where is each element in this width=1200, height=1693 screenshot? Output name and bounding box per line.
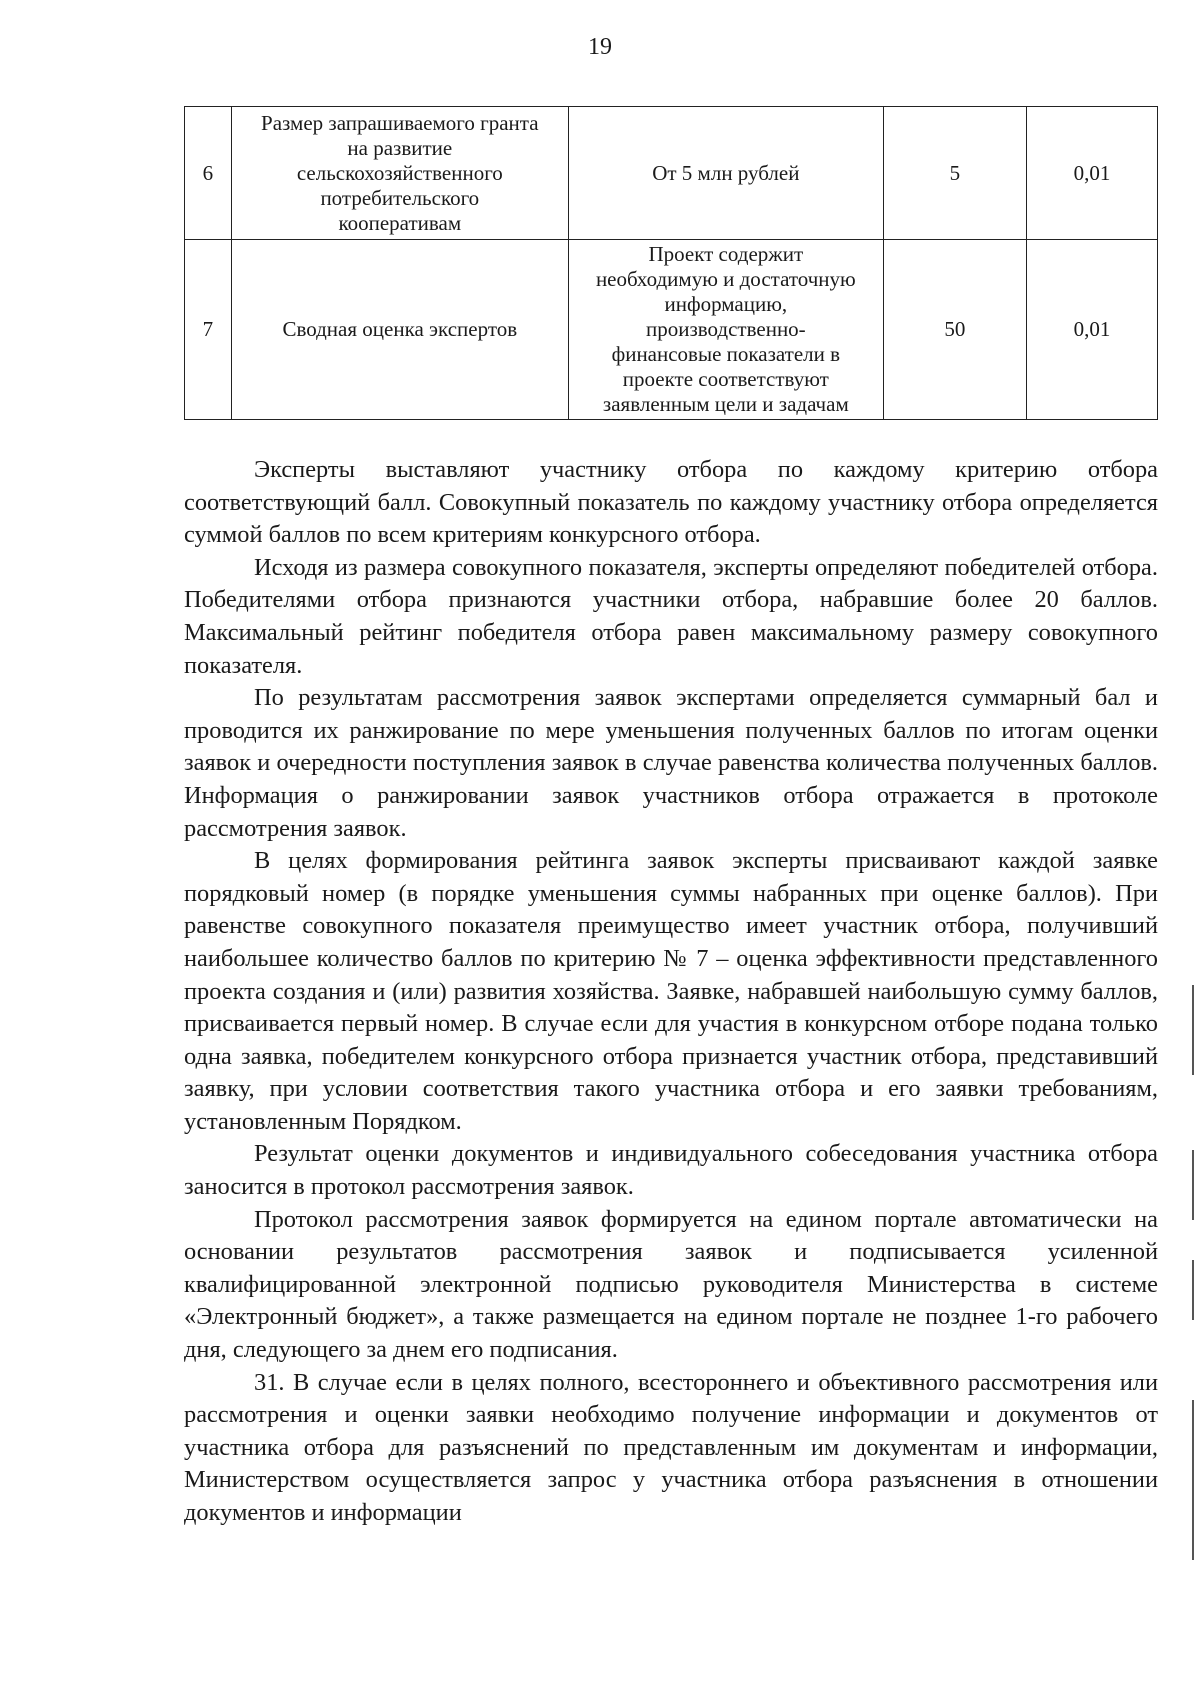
value-line: Проект содержит [648, 242, 804, 266]
scan-edge-mark [1192, 1150, 1194, 1220]
paragraph: Протокол рассмотрения заявок формируется на едином портале автоматически на основании результатов рассмотрения заявок и подписывается усиленной квалифицированной электронной подписью руководителя Министерства в системе «Электронный бюджет», а также размещается на едином портале не позднее 1-го рабочего дня, следующего за днем его подписания. [184, 1205, 1158, 1364]
paragraph: Исходя из размера совокупного показателя, эксперты определяют победителей отбора. Победителями отбора признаются участники отбора, набравшие более 20 баллов. Максимальный рейтинг победителя отбора равен максимальному размеру совокупного показателя. [184, 553, 1158, 679]
document-body [184, 454, 1158, 1530]
row-number: 7 [185, 240, 232, 420]
value-line: От 5 млн рублей [652, 160, 800, 185]
paragraph: Эксперты выставляют участнику отбора по каждому критерию отбора соответствующий балл. Совокупный показатель по каждому участнику отбора определяется суммой баллов по всем критериям конкурсного отбора. [184, 456, 1158, 549]
weight-cell: 0,01 [1026, 240, 1157, 420]
criteria-table [184, 106, 1158, 420]
score-cell: 5 [883, 107, 1026, 240]
table-row [185, 107, 1158, 240]
criterion-line: сельскохозяйственного [296, 160, 503, 185]
value-line: информацию, [664, 292, 788, 316]
criterion-cell [231, 107, 568, 240]
criterion-line: кооперативам [338, 210, 462, 235]
scan-edge-mark [1192, 1400, 1194, 1560]
paragraph: 31. В случае если в целях полного, всестороннего и объективного рассмотрения или рассмотрения и оценки заявки необходимо получение информации и документов от участника отбора для разъяснений по представленным им документам и информации, Министерством осуществляется запрос у участника отбора разъяснения в отношении документов и информации [184, 1368, 1158, 1526]
paragraph: По результатам рассмотрения заявок экспертами определяется суммарный бал и проводится их ранжирование по мере уменьшения полученных баллов по итогам оценки заявок и очередности поступления заявок в случае равенства количества полученных баллов. Информация о ранжировании заявок участников отбора отражается в протоколе рассмотрения заявок. [184, 684, 1158, 842]
criterion-line: потребительского [320, 185, 480, 210]
value-cell [568, 240, 883, 420]
value-line: производственно- [645, 317, 806, 341]
value-line: заявленным цели и задачам [602, 392, 849, 416]
value-line: финансовые показатели в [611, 342, 841, 366]
scan-edge-mark [1192, 985, 1194, 1075]
page-number: 19 [588, 34, 612, 60]
row-number: 6 [185, 107, 232, 240]
weight-cell: 0,01 [1026, 107, 1157, 240]
criterion-line: Сводная оценка экспертов [282, 317, 518, 341]
criterion-cell [231, 240, 568, 420]
criterion-line: Размер запрашиваемого гранта [261, 110, 539, 135]
value-line: необходимую и достаточную [595, 267, 856, 291]
value-line: проекте соответствуют [622, 367, 829, 391]
criterion-line: на развитие [347, 135, 453, 160]
score-cell: 50 [883, 240, 1026, 420]
value-cell [568, 107, 883, 240]
paragraph: В целях формирования рейтинга заявок эксперты присваивают каждой заявке порядковый номер (в порядке уменьшения суммы набранных при оценке баллов). При равенстве совокупного показателя преимущество имеет участник отбора, получивший наибольшее количество баллов по критерию № 7 – оценка эффективности представленного проекта создания и (или) развития хозяйства. Заявке, набравшей наибольшую сумму баллов, присваивается первый номер. В случае если для участия в конкурсном отборе подана только одна заявка, победителем конкурсного отбора признается участник отбора, представивший заявку, при условии соответствия такого участника отбора и его заявки требованиям, установленным Порядком. [184, 847, 1158, 1135]
paragraph: Результат оценки документов и индивидуального собеседования участника отбора заносится в протокол рассмотрения заявок. [184, 1140, 1158, 1201]
scan-edge-mark [1192, 1260, 1194, 1320]
table-row [185, 240, 1158, 420]
